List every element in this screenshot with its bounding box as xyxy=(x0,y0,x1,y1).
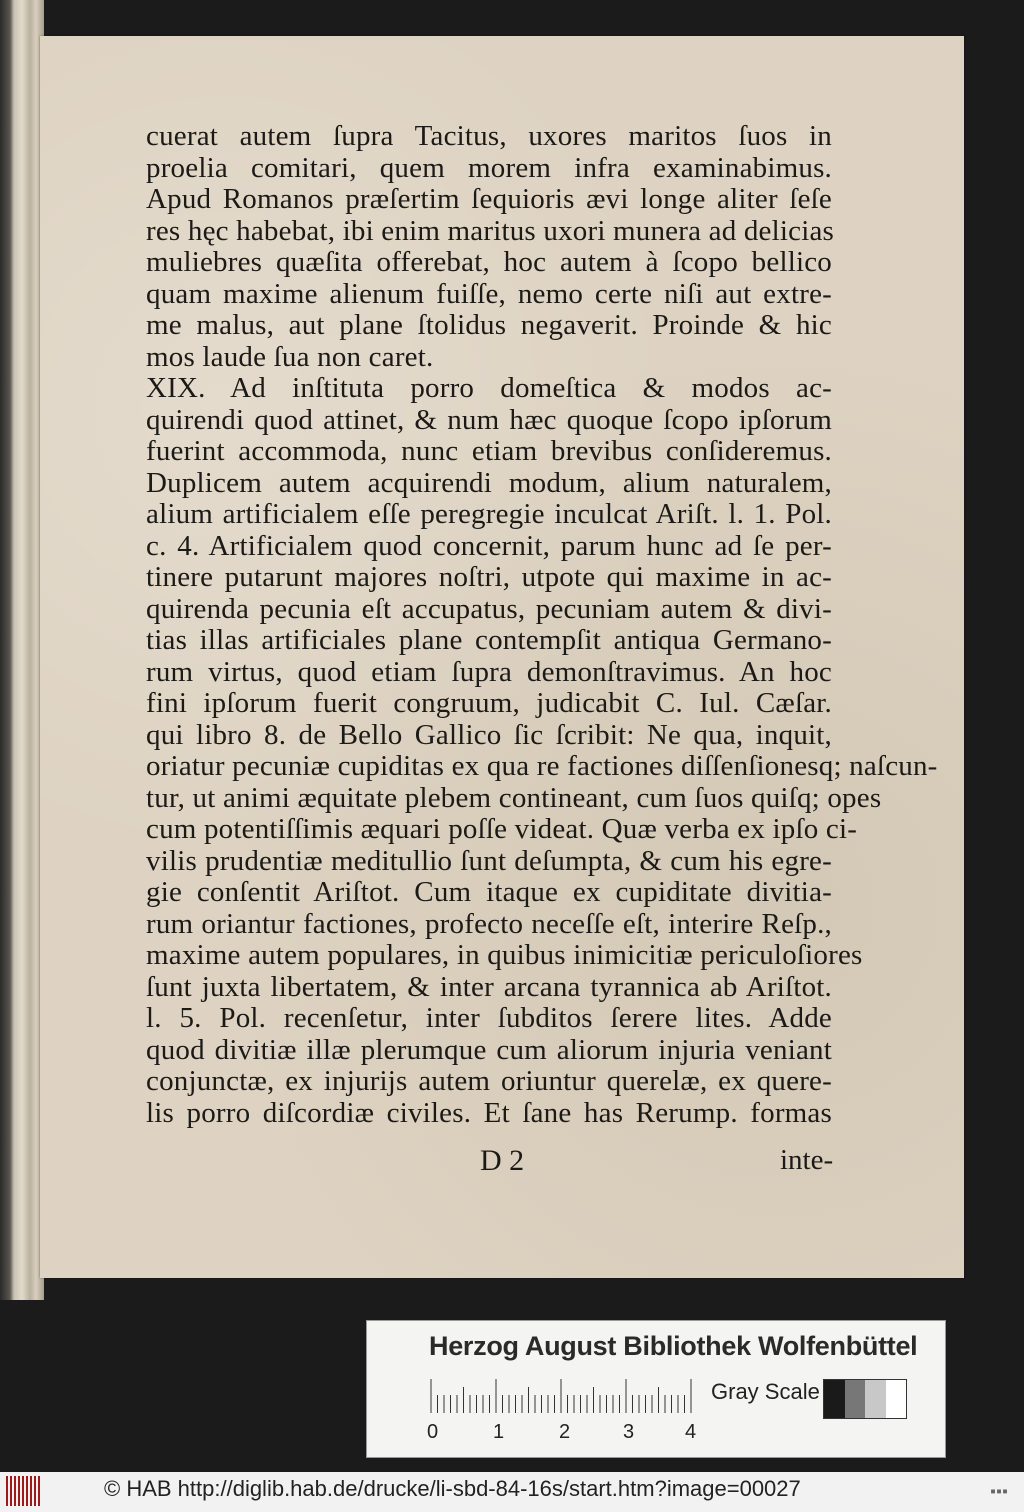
page-signature: D 2 xyxy=(480,1144,525,1177)
library-name: Herzog August Bibliothek Wolfenbüttel xyxy=(429,1331,918,1361)
scanned-page xyxy=(40,36,964,1278)
scale-number: 3 xyxy=(623,1421,635,1443)
text-line: l. 5. Pol. recenſetur, inter ſubditos ſerere lites. Adde xyxy=(146,1002,832,1034)
text-line: cuerat autem ſupra Tacitus, uxores maritos ſuos in xyxy=(146,120,832,152)
book-page-edge xyxy=(0,0,44,1300)
text-line: cum potentiſſimis æquari poſſe videat. Quæ verba ex ipſo ci- xyxy=(146,813,858,845)
text-line: qui libro 8. de Bello Gallico ſic ſcribit: Ne qua, inquit, xyxy=(146,718,832,751)
grayscale-label: Gray Scale xyxy=(711,1379,820,1404)
text-line: oriatur pecuniæ cupiditas ex qua re factiones diſſenſionesq; naſcun- xyxy=(146,750,938,782)
text-line: mos laude ſua non caret. xyxy=(146,340,434,373)
text-line: res hęc habebat, ibi enim maritus uxori munera ad delicias xyxy=(146,214,835,247)
text-line: proelia comitari, quem morem infra examinabimus. xyxy=(146,151,832,184)
gray-scale-patches xyxy=(823,1379,907,1419)
text-line: tur, ut animi æquitate plebem contineant, cum ſuos quiſq; opes xyxy=(146,781,882,814)
text-line: maxime autem populares, in quibus inimicitiæ periculoſiores xyxy=(146,939,863,971)
text-line: fuerint accommoda, nunc etiam brevibus conſideremus. xyxy=(146,435,832,467)
text-line: lis porro diſcordiæ civiles. Et ſane has Rerump. formas xyxy=(146,1096,832,1129)
text-line: tias illas artificiales plane contempſit antiqua Germano- xyxy=(146,624,832,656)
scale-number: 1 xyxy=(493,1421,505,1443)
text-line: rum oriantur factiones, profecto neceſſe eſt, interire Reſp., xyxy=(146,907,832,940)
text-line: quirenda pecunia eſt accupatus, pecuniam autem & divi- xyxy=(146,592,832,625)
scale-number: 0 xyxy=(427,1421,439,1443)
footer-bar xyxy=(0,1472,1024,1512)
text-line: XIX. Ad inſtituta porro domeſtica & modos ac- xyxy=(146,372,832,404)
gray-patch xyxy=(845,1380,866,1418)
text-line: me malus, aut plane ſtolidus negaverit. Proinde & hic xyxy=(146,309,832,341)
text-line: gie conſentit Ariſtot. Cum itaque ex cupiditate divitia- xyxy=(146,876,832,908)
text-line: muliebres quæſita offerebat, hoc autem à ſcopo bellico xyxy=(146,246,832,278)
text-line: fini ipſorum fuerit congruum, judicabit C. Iul. Cæſar. xyxy=(146,687,832,719)
library-color-card xyxy=(366,1320,946,1458)
ruler-scale xyxy=(429,1379,693,1413)
gray-patch xyxy=(865,1380,886,1418)
text-line: quam maxime alienum fuiſſe, nemo certe niſi aut extre- xyxy=(146,277,832,310)
gray-patch xyxy=(824,1380,845,1418)
text-line: tinere putarunt majores noſtri, utpote qui maxime in ac- xyxy=(146,561,832,593)
scale-number: 2 xyxy=(559,1421,571,1443)
text-line: alium artificialem eſſe peregregie inculcat Ariſt. l. 1. Pol. xyxy=(146,498,832,530)
catchword: inte- xyxy=(780,1144,834,1176)
text-line: conjunctæ, ex injurijs autem oriuntur querelæ, ex quere- xyxy=(146,1065,832,1097)
gray-patch xyxy=(886,1380,907,1418)
scale-number: 4 xyxy=(685,1421,697,1443)
text-line: ſunt juxta libertatem, & inter arcana tyrannica ab Ariſtot. xyxy=(146,970,832,1003)
text-line: Apud Romanos præſertim ſequioris ævi longe aliter ſeſe xyxy=(146,183,832,215)
footer-dots-icon: ▪▪▪ xyxy=(989,1486,1008,1497)
text-line: c. 4. Artificialem quod concernit, parum hunc ad ſe per- xyxy=(146,529,832,562)
text-line: rum virtus, quod etiam ſupra demonſtravimus. An hoc xyxy=(146,655,832,688)
footer-url: © HAB http://diglib.hab.de/drucke/li-sbd-84-16s/start.htm?image=00027 xyxy=(104,1476,801,1501)
text-line: Duplicem autem acquirendi modum, alium naturalem, xyxy=(146,466,832,499)
hab-logo-icon xyxy=(6,1476,40,1506)
text-line: quirendi quod attinet, & num hæc quoque ſcopo ipſorum xyxy=(146,403,832,436)
text-line: vilis prudentiæ meditullio ſunt deſumpta, & cum his egre- xyxy=(146,844,832,877)
text-line: quod divitiæ illæ plerumque cum aliorum injuria veniant xyxy=(146,1033,832,1066)
